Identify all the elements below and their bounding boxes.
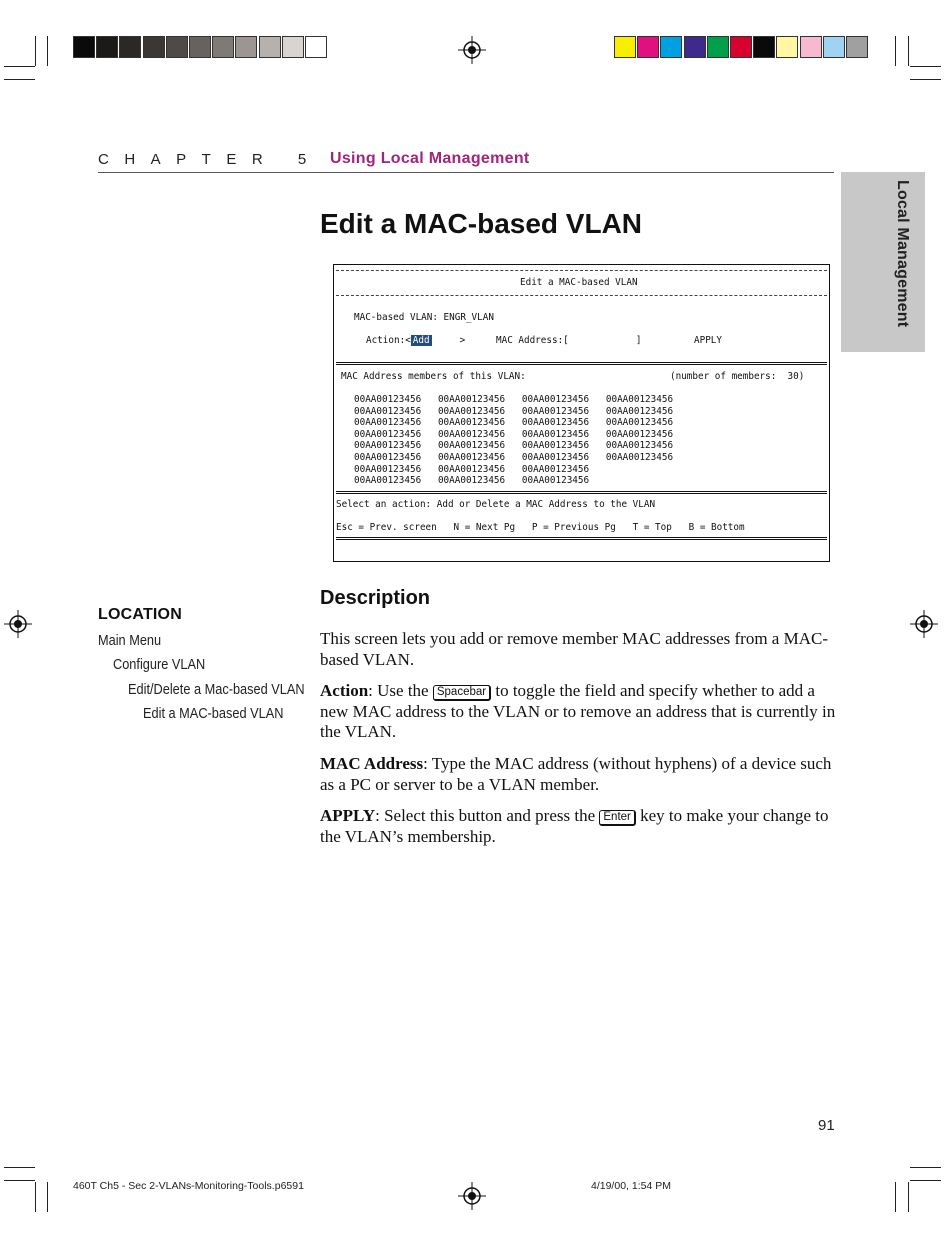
color-swatch xyxy=(143,36,165,58)
location-path-item: Edit/Delete a Mac-based VLAN xyxy=(128,682,305,698)
description-intro: This screen lets you add or remove member MAC addresses from a MAC-based VLAN. xyxy=(320,629,828,669)
screen-help-line: Esc = Prev. screen N = Next Pg P = Previous Pg T = Top B = Bottom xyxy=(336,522,745,533)
color-swatch xyxy=(707,36,729,58)
screen-member-row: 00AA00123456 00AA00123456 00AA00123456 xyxy=(354,475,590,487)
screen-action-label: Action: xyxy=(366,335,406,346)
location-heading: LOCATION xyxy=(98,606,182,623)
color-swatch xyxy=(73,36,95,58)
screen-apply-button[interactable]: APPLY xyxy=(694,335,722,346)
description-apply: APPLY: Select this button and press the Enter key to make your change to the VLAN’s membership. xyxy=(320,806,829,846)
color-swatch xyxy=(166,36,188,58)
color-swatch xyxy=(235,36,257,58)
color-swatch xyxy=(823,36,845,58)
color-swatch xyxy=(846,36,868,58)
description-heading: Description xyxy=(320,587,431,609)
color-swatch xyxy=(259,36,281,58)
description-mac-address: MAC Address: Type the MAC address (without hyphens) of a device such as a PC or server to be a VLAN member. xyxy=(320,754,832,794)
color-swatch xyxy=(305,36,327,58)
screen-member-row: 00AA00123456 00AA00123456 00AA00123456 00AA00123456 xyxy=(354,452,674,463)
screen-title: Edit a MAC-based VLAN xyxy=(520,277,638,288)
apply-term: APPLY xyxy=(320,806,376,825)
screen-member-row: 00AA00123456 00AA00123456 00AA00123456 00AA00123456 xyxy=(354,440,674,452)
side-tab xyxy=(841,172,925,352)
color-swatch xyxy=(119,36,141,58)
screen-member-row: 00AA00123456 00AA00123456 00AA00123456 00AA00123456 xyxy=(354,405,674,417)
screen-action-row: Action:< Add > xyxy=(366,335,466,346)
terminal-screenshot xyxy=(333,264,830,562)
screen-member-row: 00AA00123456 00AA00123456 00AA00123456 00AA00123456 xyxy=(354,394,674,405)
location-path-item: Edit a MAC-based VLAN xyxy=(143,706,284,722)
screen-members-count: (number of members: 30) xyxy=(670,371,805,382)
color-swatch xyxy=(189,36,211,58)
registration-mark-icon xyxy=(4,610,32,638)
chapter-header xyxy=(98,150,834,173)
action-term: Action xyxy=(320,681,369,700)
mac-address-term: MAC Address xyxy=(320,754,424,773)
registration-mark-icon xyxy=(458,1182,486,1210)
color-swatch xyxy=(660,36,682,58)
location-path-item: Configure VLAN xyxy=(113,657,206,673)
screen-action-field[interactable]: Add xyxy=(412,335,430,346)
screen-member-row: 00AA00123456 00AA00123456 00AA00123456 xyxy=(354,463,590,475)
color-swatch xyxy=(684,36,706,58)
color-swatch xyxy=(637,36,659,58)
color-swatch xyxy=(282,36,304,58)
screen-vlan-line: MAC-based VLAN: ENGR_VLAN xyxy=(354,312,494,323)
footer-timestamp: 4/19/00, 1:54 PM xyxy=(591,1180,671,1192)
screen-member-row: 00AA00123456 00AA00123456 00AA00123456 00AA00123456 xyxy=(354,428,674,440)
color-swatch xyxy=(753,36,775,58)
spacebar-key-icon: Spacebar xyxy=(433,685,491,701)
color-swatch xyxy=(212,36,234,58)
chapter-title: Using Local Management xyxy=(330,150,530,167)
location-path-item: Main Menu xyxy=(98,633,162,649)
registration-mark-icon xyxy=(458,36,486,64)
footer-file-name: 460T Ch5 - Sec 2-VLANs-Monitoring-Tools.p6591 xyxy=(73,1180,304,1192)
screen-prompt: Select an action: Add or Delete a MAC Address to the VLAN xyxy=(336,499,656,510)
screen-member-row: 00AA00123456 00AA00123456 00AA00123456 00AA00123456 xyxy=(354,417,674,429)
color-swatch xyxy=(614,36,636,58)
page-title: Edit a MAC-based VLAN xyxy=(320,208,643,239)
page-number: 91 xyxy=(818,1117,835,1134)
color-swatch xyxy=(96,36,118,58)
color-swatch xyxy=(800,36,822,58)
color-swatch xyxy=(730,36,752,58)
color-swatch xyxy=(776,36,798,58)
screen-members-label: MAC Address members of this VLAN: xyxy=(341,371,526,382)
side-tab-label: Local Management xyxy=(894,180,911,328)
chapter-label: CHAPTER 5 xyxy=(98,151,322,168)
screen-mac-field[interactable]: MAC Address:[ ] xyxy=(496,335,642,346)
registration-mark-icon xyxy=(910,610,938,638)
enter-key-icon: Enter xyxy=(599,810,636,826)
description-action: Action: Use the Spacebar to toggle the field and specify whether to add a new MAC address to the VLAN or to remove an address that is currently in the VLAN. xyxy=(320,681,836,741)
